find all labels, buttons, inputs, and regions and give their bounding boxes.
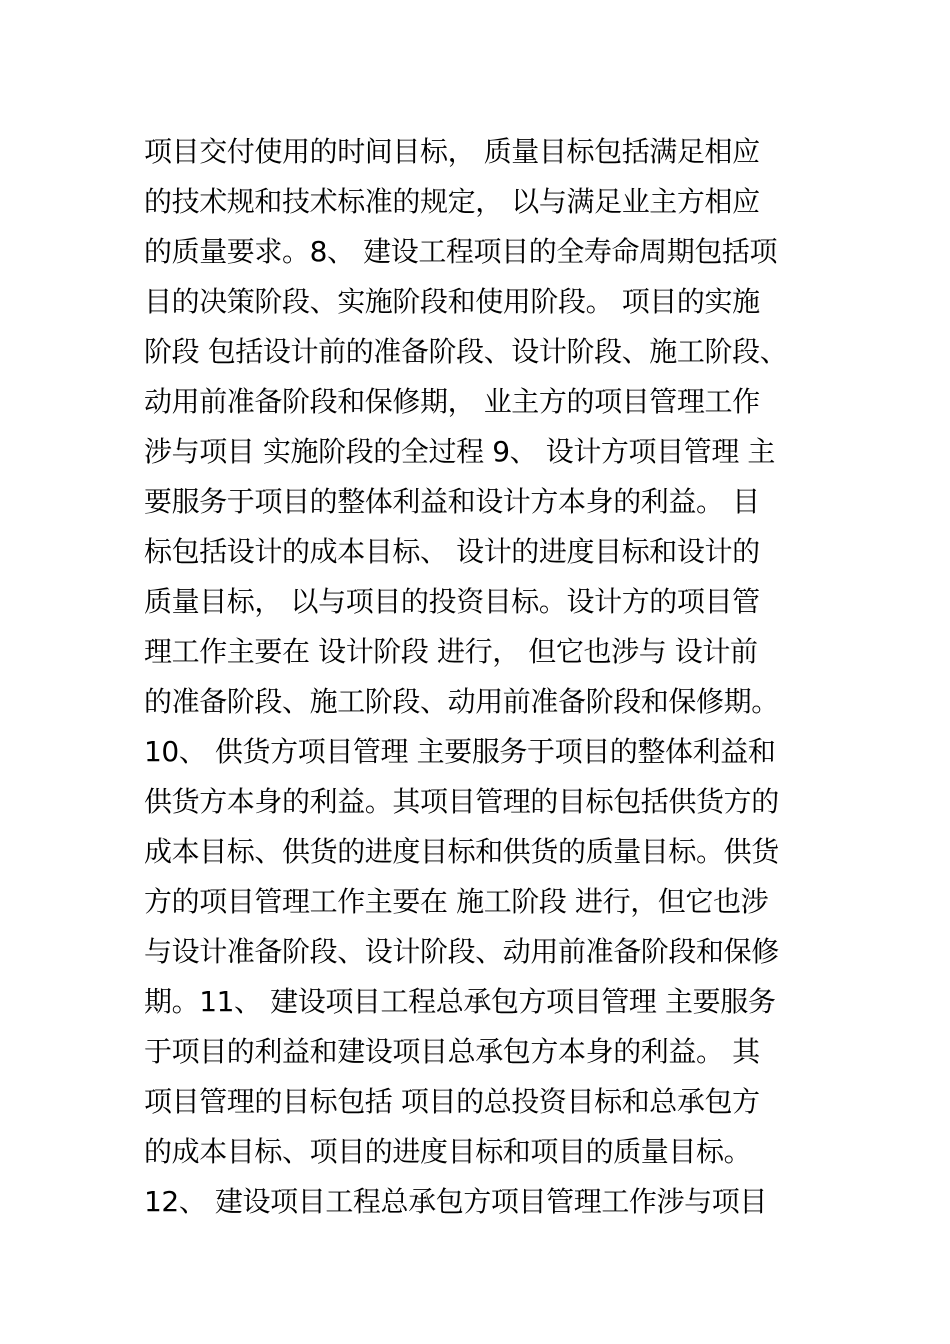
text-line-9: 标包括设计的成本目标、 设计的进度目标和设计的 xyxy=(144,535,760,568)
text-line-5: 阶段 包括设计前的准备阶段、设计阶段、施工阶段、 xyxy=(144,335,788,368)
text-line-21: 的成本目标、项目的进度目标和项目的质量目标。 xyxy=(144,1135,752,1168)
text-line-15: 成本目标、供货的进度目标和供货的质量目标。供货 xyxy=(144,835,779,868)
text-line-10: 质量目标， 以与项目的投资目标。设计方的项目管 xyxy=(144,585,760,618)
text-line-3: 的质量要求。8、 建设工程项目的全寿命周期包括项 xyxy=(144,235,778,268)
body-text xyxy=(144,127,844,1227)
text-line-4: 目的决策阶段、实施阶段和使用阶段。 项目的实施 xyxy=(144,285,760,318)
text-line-14: 供货方本身的利益。其项目管理的目标包括供货方的 xyxy=(144,785,779,818)
text-line-2: 的技术规和技术标准的规定， 以与满足业主方相应 xyxy=(144,185,760,218)
text-line-7: 涉与项目 实施阶段的全过程 9、 设计方项目管理 主 xyxy=(144,435,776,468)
text-line-17: 与设计准备阶段、设计阶段、动用前准备阶段和保修 xyxy=(144,935,779,968)
text-line-16: 方的项目管理工作主要在 施工阶段 进行，但它也涉 xyxy=(144,885,769,918)
text-line-19: 于项目的利益和建设项目总承包方本身的利益。 其 xyxy=(144,1035,760,1068)
text-line-18: 期。11、 建设项目工程总承包方项目管理 主要服务 xyxy=(144,985,776,1018)
text-line-1: 项目交付使用的时间目标， 质量目标包括满足相应 xyxy=(144,135,760,168)
text-line-6: 动用前准备阶段和保修期， 业主方的项目管理工作 xyxy=(144,385,760,418)
text-line-11: 理工作主要在 设计阶段 进行， 但它也涉与 设计前 xyxy=(144,635,758,668)
text-line-12: 的准备阶段、施工阶段、动用前准备阶段和保修期。 xyxy=(144,685,779,718)
text-line-8: 要服务于项目的整体利益和设计方本身的利益。 目 xyxy=(144,485,760,518)
text-line-22: 12、 建设项目工程总承包方项目管理工作涉与项目 xyxy=(144,1185,767,1218)
text-line-20: 项目管理的目标包括 项目的总投资目标和总承包方 xyxy=(144,1085,760,1118)
text-line-13: 10、 供货方项目管理 主要服务于项目的整体利益和 xyxy=(144,735,776,768)
